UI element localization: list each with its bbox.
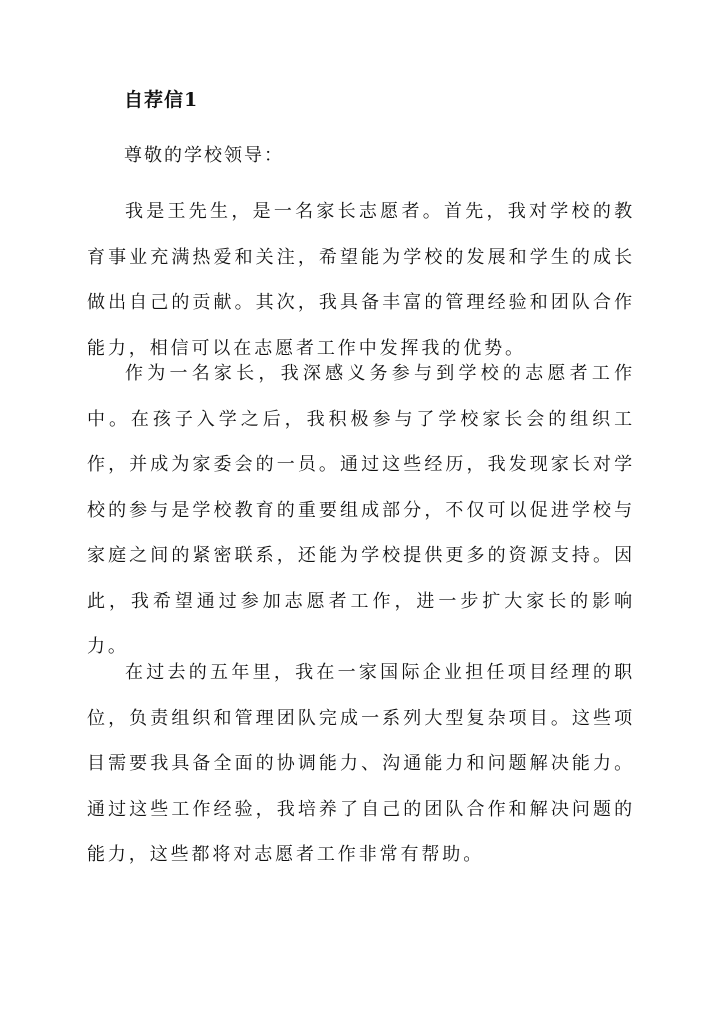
paragraph-parent-experience: 作为一名家长，我深感义务参与到学校的志愿者工作中。在孩子入学之后，我积极参与了学校家长会的组织工作，并成为家委会的一员。通过这些经历，我发现家长对学校的参与是学校教育的重要组成部分，不仅可以促进学校与家庭之间的紧密联系，还能为学校提供更多的资源支持。因此，我希望通过参加志愿者工作，进一步扩大家长的影响力。	[87, 363, 635, 657]
paragraph-work-experience: 在过去的五年里，我在一家国际企业担任项目经理的职位，负责组织和管理团队完成一系列大型复杂项目。这些项目需要我具备全面的协调能力、沟通能力和问题解决能力。通过这些工作经验，我培养了自己的团队合作和解决问题的能力，这些都将对志愿者工作非常有帮助。	[87, 662, 635, 865]
salutation: 尊敬的学校领导：	[124, 145, 284, 166]
paragraph-introduction: 我是王先生，是一名家长志愿者。首先，我对学校的教育事业充满热爱和关注，希望能为学校的发展和学生的成长做出自己的贡献。其次，我具备丰富的管理经验和团队合作能力，相信可以在志愿者工作中发挥我的优势。	[87, 201, 635, 359]
document-title: 自荐信1	[124, 89, 199, 111]
